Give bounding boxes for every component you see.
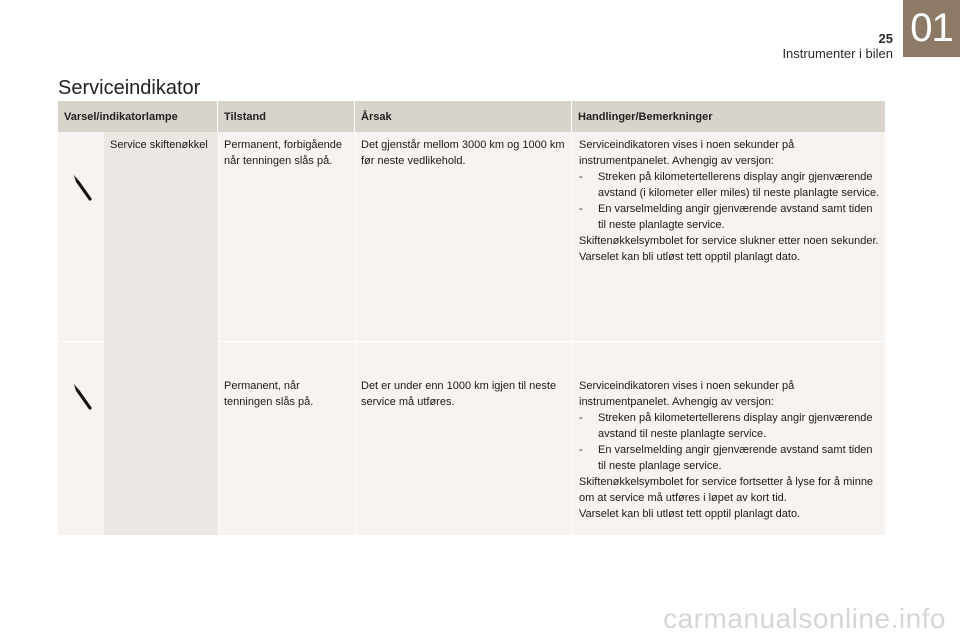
page-number: 25	[878, 31, 893, 46]
row-1-actions-note: Varselet kan bli utløst tett opptil planlagt dato.	[579, 251, 801, 263]
wrench-icon	[68, 381, 98, 411]
list-item: - Streken på kilometertellerens display angir gjenværende avstand til neste planlagte service.	[579, 410, 881, 442]
service-indicator-table	[58, 101, 885, 535]
row-1-actions	[579, 137, 881, 265]
chapter-number: 01	[910, 6, 953, 50]
chapter-tab	[903, 0, 960, 57]
row-divider	[58, 341, 104, 342]
list-item: - Streken på kilometertellerens display angir gjenværende avstand (i kilometer eller miles) til neste planlagte service.	[579, 169, 881, 201]
lamp-name: Service skiftenøkkel	[110, 139, 208, 151]
column-divider	[572, 132, 573, 535]
row-2-state: Permanent, når tenningen slås på.	[224, 380, 314, 408]
row-1-actions-list	[579, 169, 881, 233]
lamp-name-column	[104, 132, 218, 535]
list-item: - En varselmelding angir gjenværende avstand samt tiden til neste planlage service.	[579, 442, 881, 474]
row-2-cause: Det er under enn 1000 km igjen til neste service må utføres.	[361, 380, 557, 408]
column-header-state: Tilstand	[218, 101, 355, 132]
chapter-title: Instrumenter i bilen	[782, 46, 893, 61]
page-title: Serviceindikator	[58, 77, 201, 100]
column-divider	[355, 132, 356, 535]
row-1-cause: Det gjenstår mellom 3000 km og 1000 km før neste vedlikehold.	[361, 139, 565, 167]
list-item: - En varselmelding angir gjenværende avstand samt tiden til neste planlagte service.	[579, 201, 881, 233]
table-header-row	[58, 101, 885, 132]
row-1-actions-outro: Skiftenøkkelsymbolet for service slukner etter noen sekunder.	[579, 235, 879, 247]
column-header-lamp: Varsel/indikatorlampe	[58, 101, 218, 132]
row-divider	[218, 341, 885, 342]
row-2-actions-note: Varselet kan bli utløst tett opptil planlagt dato.	[579, 508, 801, 520]
row-2-actions-intro: Serviceindikatoren vises i noen sekunder på instrumentpanelet. Avhengig av versjon:	[579, 380, 795, 408]
wrench-icon	[68, 172, 98, 202]
row-2-actions-outro: Skiftenøkkelsymbolet for service fortsetter å lyse for å minne om at service må utføres i løpet av kort tid.	[579, 476, 874, 504]
column-header-cause: Årsak	[355, 101, 572, 132]
watermark: carmanualsonline.info	[663, 603, 946, 634]
column-header-actions: Handlinger/Bemerkninger	[578, 110, 713, 123]
table-body	[58, 132, 885, 535]
row-1-actions-intro: Serviceindikatoren vises i noen sekunder på instrumentpanelet. Avhengig av versjon:	[579, 139, 795, 167]
row-1-state: Permanent, forbigående når tenningen slås på.	[224, 139, 343, 167]
row-2-actions	[579, 378, 881, 522]
column-divider	[218, 132, 219, 535]
row-2-actions-list	[579, 410, 881, 474]
